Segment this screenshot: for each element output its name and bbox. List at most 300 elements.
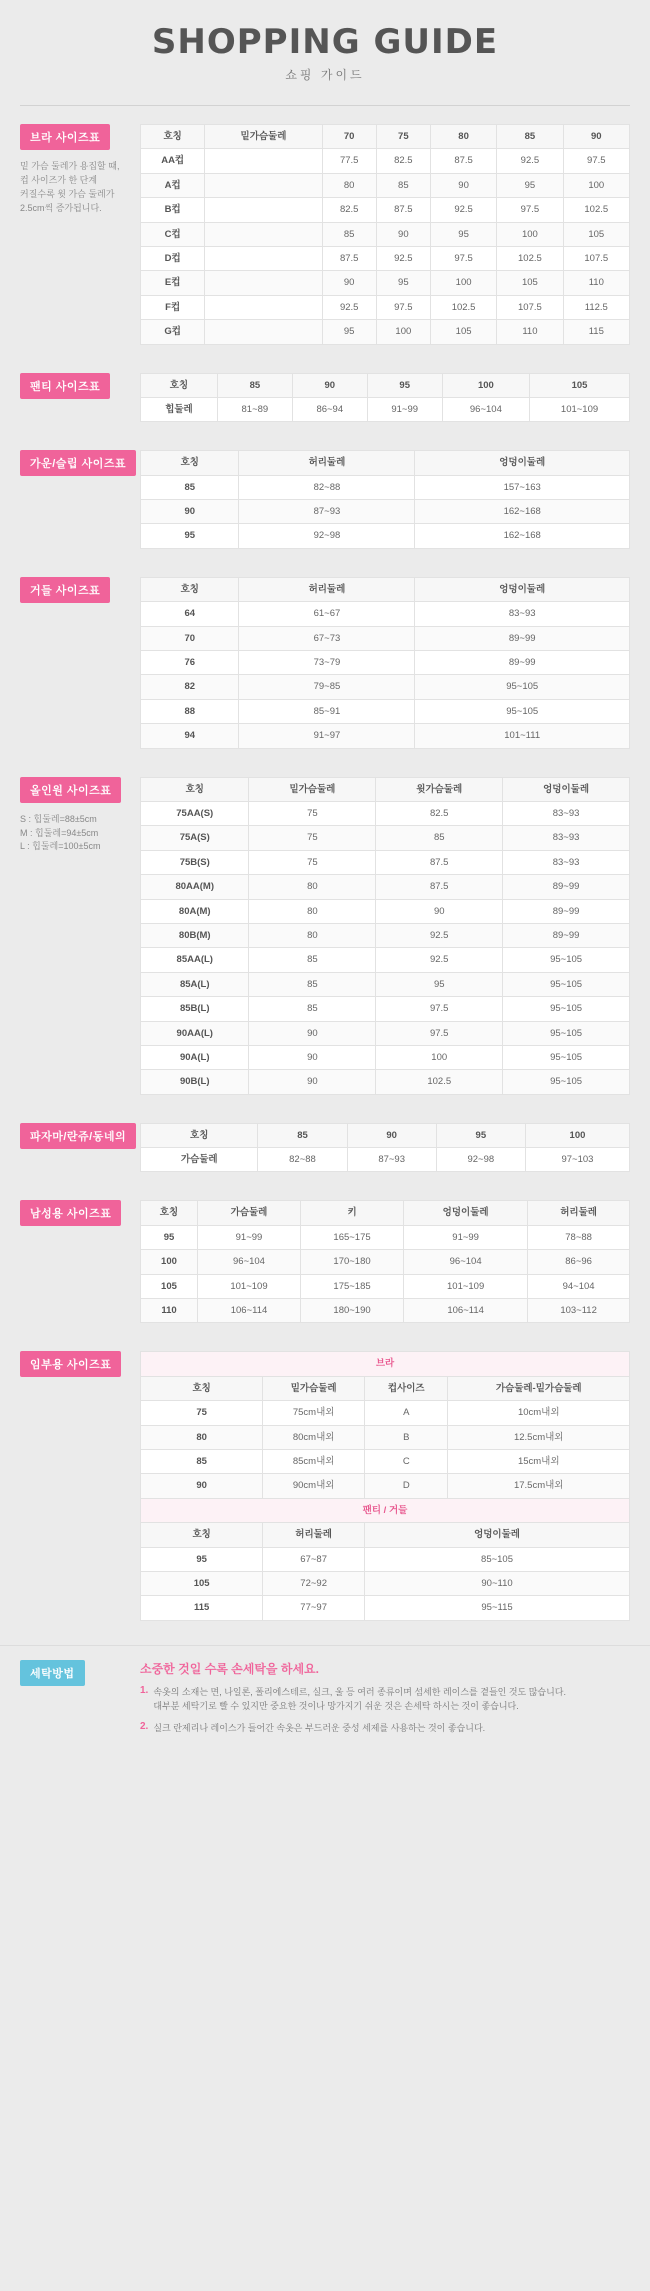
table-cell: A xyxy=(365,1401,448,1425)
row-header-cell: 85A(L) xyxy=(141,972,249,996)
column-header: 호칭 xyxy=(141,125,205,149)
table-cell xyxy=(205,149,322,173)
table-header-row xyxy=(141,1523,630,1547)
row-header-cell: AA컵 xyxy=(141,149,205,173)
table-cell: 87~93 xyxy=(347,1148,436,1172)
section-left-1 xyxy=(20,373,140,399)
table-header-row xyxy=(141,577,630,601)
table-cell: 78~88 xyxy=(528,1225,630,1249)
table-cell: 17.5cm내외 xyxy=(448,1474,630,1498)
row-header-cell: 94 xyxy=(141,724,239,748)
table-row xyxy=(141,1070,630,1094)
table-row xyxy=(141,948,630,972)
washing-title: 소중한 것일 수록 손세탁을 하세요. xyxy=(140,1661,319,1676)
table-row xyxy=(141,826,630,850)
row-header-cell: 90B(L) xyxy=(141,1070,249,1094)
table-cell: 83~93 xyxy=(415,602,630,626)
table-cell: 61~67 xyxy=(239,602,415,626)
row-header-cell: 85 xyxy=(141,475,239,499)
section-right-3 xyxy=(140,577,630,749)
table-row xyxy=(141,500,630,524)
table-cell: 82.5 xyxy=(376,801,503,825)
table-row xyxy=(141,475,630,499)
section-tag-washing: 세탁방법 xyxy=(20,1660,85,1686)
table-body xyxy=(141,475,630,548)
section-maternity xyxy=(0,1333,650,1630)
column-header: 엉덩이둘레 xyxy=(365,1523,630,1547)
table-cell: 105 xyxy=(430,320,496,344)
row-header-cell: 95 xyxy=(141,1225,198,1249)
table-body xyxy=(141,801,630,1094)
table-cell xyxy=(205,271,322,295)
table-cell: 79~85 xyxy=(239,675,415,699)
table-cell: 95~105 xyxy=(415,675,630,699)
size-table-1 xyxy=(140,373,630,423)
section-right-6 xyxy=(140,1200,630,1323)
column-header: 95 xyxy=(367,373,442,397)
table-cell xyxy=(205,173,322,197)
table-cell: 101~109 xyxy=(197,1274,300,1298)
table-cell: 82.5 xyxy=(376,149,430,173)
note-line: 컵 사이즈가 한 단계 xyxy=(20,174,98,185)
washing-item-text xyxy=(153,1721,485,1735)
table-cell: 90 xyxy=(376,899,503,923)
table-body xyxy=(141,1547,630,1620)
row-header-cell: 75B(S) xyxy=(141,850,249,874)
section-4 xyxy=(0,759,650,1105)
table-row xyxy=(141,1021,630,1045)
table-cell: 80 xyxy=(322,173,376,197)
column-header: 85 xyxy=(217,373,292,397)
table-cell: 170~180 xyxy=(301,1250,404,1274)
washing-item-text xyxy=(153,1685,566,1714)
table-header-row xyxy=(141,451,630,475)
table-cell: 175~185 xyxy=(301,1274,404,1298)
row-header-cell: 80A(M) xyxy=(141,899,249,923)
table-cell: 102.5 xyxy=(563,198,629,222)
column-header: 100 xyxy=(442,373,529,397)
table-cell xyxy=(205,246,322,270)
table-cell: 75 xyxy=(249,850,376,874)
table-cell: 95~105 xyxy=(503,948,630,972)
table-cell: 97~103 xyxy=(525,1148,629,1172)
row-header-cell: A컵 xyxy=(141,173,205,197)
table-row xyxy=(141,850,630,874)
column-header: 허리둘레 xyxy=(528,1201,630,1225)
table-cell: 92~98 xyxy=(239,524,415,548)
table-cell: 97.5 xyxy=(563,149,629,173)
table-cell: 107.5 xyxy=(563,246,629,270)
column-header: 가슴둘레-밑가슴둘레 xyxy=(448,1376,630,1400)
table-cell: 92.5 xyxy=(376,923,503,947)
washing-item-number: 1. xyxy=(140,1684,149,1696)
table-cell: 12.5cm내외 xyxy=(448,1425,630,1449)
table-row xyxy=(141,222,630,246)
washing-text-line: 대부분 세탁기로 빨 수 있지만 중요한 것이나 망가지기 쉬운 것은 손세탁 하시는 것이 좋습니다. xyxy=(153,1701,519,1712)
section-left-3 xyxy=(20,577,140,603)
row-header-cell: 90 xyxy=(141,500,239,524)
table-cell: 89~99 xyxy=(503,899,630,923)
table-cell: 92.5 xyxy=(376,948,503,972)
row-header-cell: 105 xyxy=(141,1274,198,1298)
table-cell: 10cm내외 xyxy=(448,1401,630,1425)
row-header-cell: 88 xyxy=(141,699,239,723)
table-row xyxy=(141,1045,630,1069)
maternity-bra-table xyxy=(140,1351,630,1620)
table-cell: 110 xyxy=(563,271,629,295)
washing-item-number: 2. xyxy=(140,1721,149,1733)
table-cell: C xyxy=(365,1449,448,1473)
table-row xyxy=(141,675,630,699)
section-right-4 xyxy=(140,777,630,1095)
size-table-0 xyxy=(140,124,630,345)
section-1 xyxy=(0,355,650,433)
table-cell: 96~104 xyxy=(442,397,529,421)
table-cell: 103~112 xyxy=(528,1299,630,1323)
section-right-maternity xyxy=(140,1351,630,1620)
table-cell: 87.5 xyxy=(322,246,376,270)
column-header: 허리둘레 xyxy=(263,1523,365,1547)
size-sections xyxy=(0,106,650,1333)
table-cell: 95~105 xyxy=(415,699,630,723)
table-cell: 89~99 xyxy=(503,875,630,899)
table-cell xyxy=(205,295,322,319)
table-cell: 85cm내외 xyxy=(263,1449,365,1473)
table-cell: 75cm내외 xyxy=(263,1401,365,1425)
table-body xyxy=(141,397,630,421)
section-washing xyxy=(0,1645,650,1754)
table-cell: 95 xyxy=(430,222,496,246)
table-cell: 82.5 xyxy=(322,198,376,222)
row-header-cell: 80 xyxy=(141,1425,263,1449)
table-cell: 110 xyxy=(497,320,563,344)
page-header xyxy=(0,0,650,99)
table-cell: 85 xyxy=(249,997,376,1021)
table-row xyxy=(141,626,630,650)
table-header-row xyxy=(141,1376,630,1400)
table-row xyxy=(141,1274,630,1298)
row-header-cell: 90 xyxy=(141,1474,263,1498)
column-header: 엉덩이둘레 xyxy=(415,577,630,601)
row-header-cell: 90AA(L) xyxy=(141,1021,249,1045)
table-cell: 83~93 xyxy=(503,801,630,825)
table-cell: 87.5 xyxy=(376,875,503,899)
table-cell: 90 xyxy=(249,1045,376,1069)
table-cell: 89~99 xyxy=(503,923,630,947)
table-row xyxy=(141,1425,630,1449)
table-row xyxy=(141,699,630,723)
table-cell: 107.5 xyxy=(497,295,563,319)
section-right-5 xyxy=(140,1123,630,1173)
table-body xyxy=(141,1401,630,1499)
table-cell: 80 xyxy=(249,875,376,899)
table-cell: 90cm내외 xyxy=(263,1474,365,1498)
table-cell: 100 xyxy=(376,1045,503,1069)
column-header: 85 xyxy=(497,125,563,149)
table-cell: 82~88 xyxy=(239,475,415,499)
column-header: 95 xyxy=(436,1123,525,1147)
table-cell: 15cm내외 xyxy=(448,1449,630,1473)
table-cell: 95 xyxy=(376,972,503,996)
table-row xyxy=(141,1474,630,1498)
table-row xyxy=(141,397,630,421)
table-cell: 85 xyxy=(376,173,430,197)
table-cell: 83~93 xyxy=(503,826,630,850)
table-cell: 95~115 xyxy=(365,1596,630,1620)
section-6 xyxy=(0,1182,650,1333)
column-header: 밑가슴둘레 xyxy=(263,1376,365,1400)
table-row xyxy=(141,602,630,626)
table-row xyxy=(141,1547,630,1571)
row-header-cell: F컵 xyxy=(141,295,205,319)
table-cell: 92.5 xyxy=(322,295,376,319)
section-tag-0: 브라 사이즈표 xyxy=(20,124,110,150)
washing-list xyxy=(140,1685,630,1736)
column-header: 허리둘레 xyxy=(239,451,415,475)
section-right-2 xyxy=(140,450,630,549)
column-header: 엉덩이둘레 xyxy=(404,1201,528,1225)
row-header-cell: 90A(L) xyxy=(141,1045,249,1069)
row-header-cell: 82 xyxy=(141,675,239,699)
column-header: 호칭 xyxy=(141,1201,198,1225)
table-cell: 165~175 xyxy=(301,1225,404,1249)
section-tag-1: 팬티 사이즈표 xyxy=(20,373,110,399)
row-header-cell: 105 xyxy=(141,1571,263,1595)
table-cell: 85 xyxy=(249,948,376,972)
row-header-cell: 95 xyxy=(141,1547,263,1571)
table-cell: 95~105 xyxy=(503,972,630,996)
section-tag-5: 파자마/란쥬/동네의 xyxy=(20,1123,136,1149)
size-table-6 xyxy=(140,1200,630,1323)
table-cell: 92.5 xyxy=(376,246,430,270)
table-row xyxy=(141,198,630,222)
row-header-cell: 76 xyxy=(141,651,239,675)
table-header-row xyxy=(141,125,630,149)
table-cell: 100 xyxy=(430,271,496,295)
section-5 xyxy=(0,1105,650,1183)
row-header-cell: 115 xyxy=(141,1596,263,1620)
column-header: 컵사이즈 xyxy=(365,1376,448,1400)
column-header: 90 xyxy=(292,373,367,397)
table-row xyxy=(141,801,630,825)
column-header: 85 xyxy=(258,1123,347,1147)
page-subtitle: 쇼핑 가이드 xyxy=(285,68,365,82)
table-cell: 95 xyxy=(497,173,563,197)
table-row xyxy=(141,173,630,197)
note-line: 커질수록 윗 가슴 둘레가 xyxy=(20,188,115,199)
column-header: 80 xyxy=(430,125,496,149)
table-cell xyxy=(205,320,322,344)
table-cell: 77~97 xyxy=(263,1596,365,1620)
section-right-0 xyxy=(140,124,630,345)
table-row xyxy=(141,724,630,748)
column-header: 밑가슴둘레 xyxy=(249,777,376,801)
table-body xyxy=(141,149,630,344)
table-cell: 80 xyxy=(249,899,376,923)
table-row xyxy=(141,1225,630,1249)
size-table-2 xyxy=(140,450,630,549)
table-cell: 112.5 xyxy=(563,295,629,319)
table-cell: 75 xyxy=(249,826,376,850)
table-cell: 100 xyxy=(563,173,629,197)
table-cell: 157~163 xyxy=(415,475,630,499)
table-cell: 90 xyxy=(322,271,376,295)
table-cell: 75 xyxy=(249,801,376,825)
table-cell: 87~93 xyxy=(239,500,415,524)
size-table-4 xyxy=(140,777,630,1095)
table-cell: 91~97 xyxy=(239,724,415,748)
note-line: S : 힙둘레=88±5cm xyxy=(20,813,97,824)
table-cell: 101~109 xyxy=(404,1274,528,1298)
table-cell: 95~105 xyxy=(503,1070,630,1094)
table-cell: 91~99 xyxy=(197,1225,300,1249)
section-3 xyxy=(0,559,650,759)
table-row xyxy=(141,1299,630,1323)
column-header: 엉덩이둘레 xyxy=(415,451,630,475)
table-row xyxy=(141,1596,630,1620)
table-cell: 91~99 xyxy=(404,1225,528,1249)
table-row xyxy=(141,295,630,319)
table-cell: 81~89 xyxy=(217,397,292,421)
table-cell: 100 xyxy=(497,222,563,246)
column-header: 밑가슴둘레 xyxy=(205,125,322,149)
row-header-cell: 가슴둘레 xyxy=(141,1148,258,1172)
row-header-cell: 110 xyxy=(141,1299,198,1323)
column-header: 호칭 xyxy=(141,577,239,601)
table-cell xyxy=(205,198,322,222)
table-cell: 101~109 xyxy=(530,397,630,421)
table-cell: B xyxy=(365,1425,448,1449)
section-tag-3: 거들 사이즈표 xyxy=(20,577,110,603)
table-cell: 95 xyxy=(376,271,430,295)
table-cell: 95~105 xyxy=(503,1021,630,1045)
column-header: 90 xyxy=(347,1123,436,1147)
washing-item xyxy=(140,1721,630,1735)
section-2 xyxy=(0,432,650,559)
table-cell: 83~93 xyxy=(503,850,630,874)
note-line: 밑 가슴 둘레가 용집할 때, xyxy=(20,161,120,171)
table-header-row xyxy=(141,1123,630,1147)
table-cell: 97.5 xyxy=(376,997,503,1021)
row-header-cell: B컵 xyxy=(141,198,205,222)
row-header-cell: D컵 xyxy=(141,246,205,270)
table-cell: 80 xyxy=(249,923,376,947)
row-header-cell: 80AA(M) xyxy=(141,875,249,899)
table-cell: 82~88 xyxy=(258,1148,347,1172)
table-cell: 87.5 xyxy=(430,149,496,173)
column-header: 호칭 xyxy=(141,1123,258,1147)
row-header-cell: C컵 xyxy=(141,222,205,246)
note-line: L : 힙둘레=100±5cm xyxy=(20,841,101,852)
table-row xyxy=(141,875,630,899)
section-tag-4: 올인원 사이즈표 xyxy=(20,777,121,803)
table-row xyxy=(141,246,630,270)
section-note-0 xyxy=(20,160,130,216)
table-header-row xyxy=(141,777,630,801)
column-header: 호칭 xyxy=(141,1523,263,1547)
section-left-2 xyxy=(20,450,140,476)
table-cell: 92.5 xyxy=(497,149,563,173)
note-line: M : 힙둘레=94±5cm xyxy=(20,827,99,838)
table-cell: 67~87 xyxy=(263,1547,365,1571)
table-cell: 89~99 xyxy=(415,651,630,675)
table-header-row xyxy=(141,373,630,397)
table-body xyxy=(141,602,630,748)
table-header-row xyxy=(141,1201,630,1225)
table-row xyxy=(141,1250,630,1274)
table-cell xyxy=(205,222,322,246)
column-header: 키 xyxy=(301,1201,404,1225)
column-header: 호칭 xyxy=(141,451,239,475)
section-left-5 xyxy=(20,1123,140,1149)
table-cell: 85 xyxy=(322,222,376,246)
section-left-0 xyxy=(20,124,140,216)
table-cell: 95~105 xyxy=(503,1045,630,1069)
table-cell: 97.5 xyxy=(497,198,563,222)
section-tag-2: 가운/슬립 사이즈표 xyxy=(20,450,136,476)
washing-text-line: 실크 란제리나 레이스가 들어간 속옷은 부드러운 중성 세제를 사용하는 것이 좋습니다. xyxy=(153,1723,486,1734)
page-title: SHOPPING GUIDE xyxy=(151,22,499,62)
table-cell: 96~104 xyxy=(404,1250,528,1274)
maternity-panty-title: 팬티 / 거들 xyxy=(141,1498,630,1522)
column-header: 75 xyxy=(376,125,430,149)
table-cell: 95 xyxy=(322,320,376,344)
table-cell: 91~99 xyxy=(367,397,442,421)
table-cell: 162~168 xyxy=(415,524,630,548)
size-table-3 xyxy=(140,577,630,749)
column-header: 가슴둘레 xyxy=(197,1201,300,1225)
table-row xyxy=(141,320,630,344)
table-cell: 77.5 xyxy=(322,149,376,173)
table-cell: 72~92 xyxy=(263,1571,365,1595)
table-row xyxy=(141,524,630,548)
washing-item xyxy=(140,1685,630,1714)
table-cell: 105 xyxy=(497,271,563,295)
table-cell: 106~114 xyxy=(197,1299,300,1323)
table-cell: 90~110 xyxy=(365,1571,630,1595)
row-header-cell: 100 xyxy=(141,1250,198,1274)
table-cell: 92~98 xyxy=(436,1148,525,1172)
table-cell: 85~91 xyxy=(239,699,415,723)
table-cell: 86~96 xyxy=(528,1250,630,1274)
table-row xyxy=(141,271,630,295)
column-header: 호칭 xyxy=(141,777,249,801)
table-cell: 90 xyxy=(376,222,430,246)
table-cell: 102.5 xyxy=(497,246,563,270)
table-row xyxy=(141,149,630,173)
table-cell: 95~105 xyxy=(503,997,630,1021)
table-row xyxy=(141,923,630,947)
row-header-cell: E컵 xyxy=(141,271,205,295)
washing-text-line: 속옷의 소재는 면, 나일론, 폴리에스테르, 실크, 울 등 여러 종류이며 섬세한 레이스를 곁들인 것도 많습니다. xyxy=(153,1686,567,1697)
table-cell: 105 xyxy=(563,222,629,246)
column-header: 70 xyxy=(322,125,376,149)
row-header-cell: 힙둘레 xyxy=(141,397,218,421)
column-header: 105 xyxy=(530,373,630,397)
table-cell: 102.5 xyxy=(376,1070,503,1094)
row-header-cell: 85 xyxy=(141,1449,263,1473)
table-cell: 87.5 xyxy=(376,850,503,874)
size-table-5 xyxy=(140,1123,630,1173)
table-cell: D xyxy=(365,1474,448,1498)
row-header-cell: 80B(M) xyxy=(141,923,249,947)
table-cell: 102.5 xyxy=(430,295,496,319)
table-cell: 101~111 xyxy=(415,724,630,748)
table-cell: 106~114 xyxy=(404,1299,528,1323)
table-cell: 100 xyxy=(376,320,430,344)
table-body xyxy=(141,1148,630,1172)
section-left-6 xyxy=(20,1200,140,1226)
